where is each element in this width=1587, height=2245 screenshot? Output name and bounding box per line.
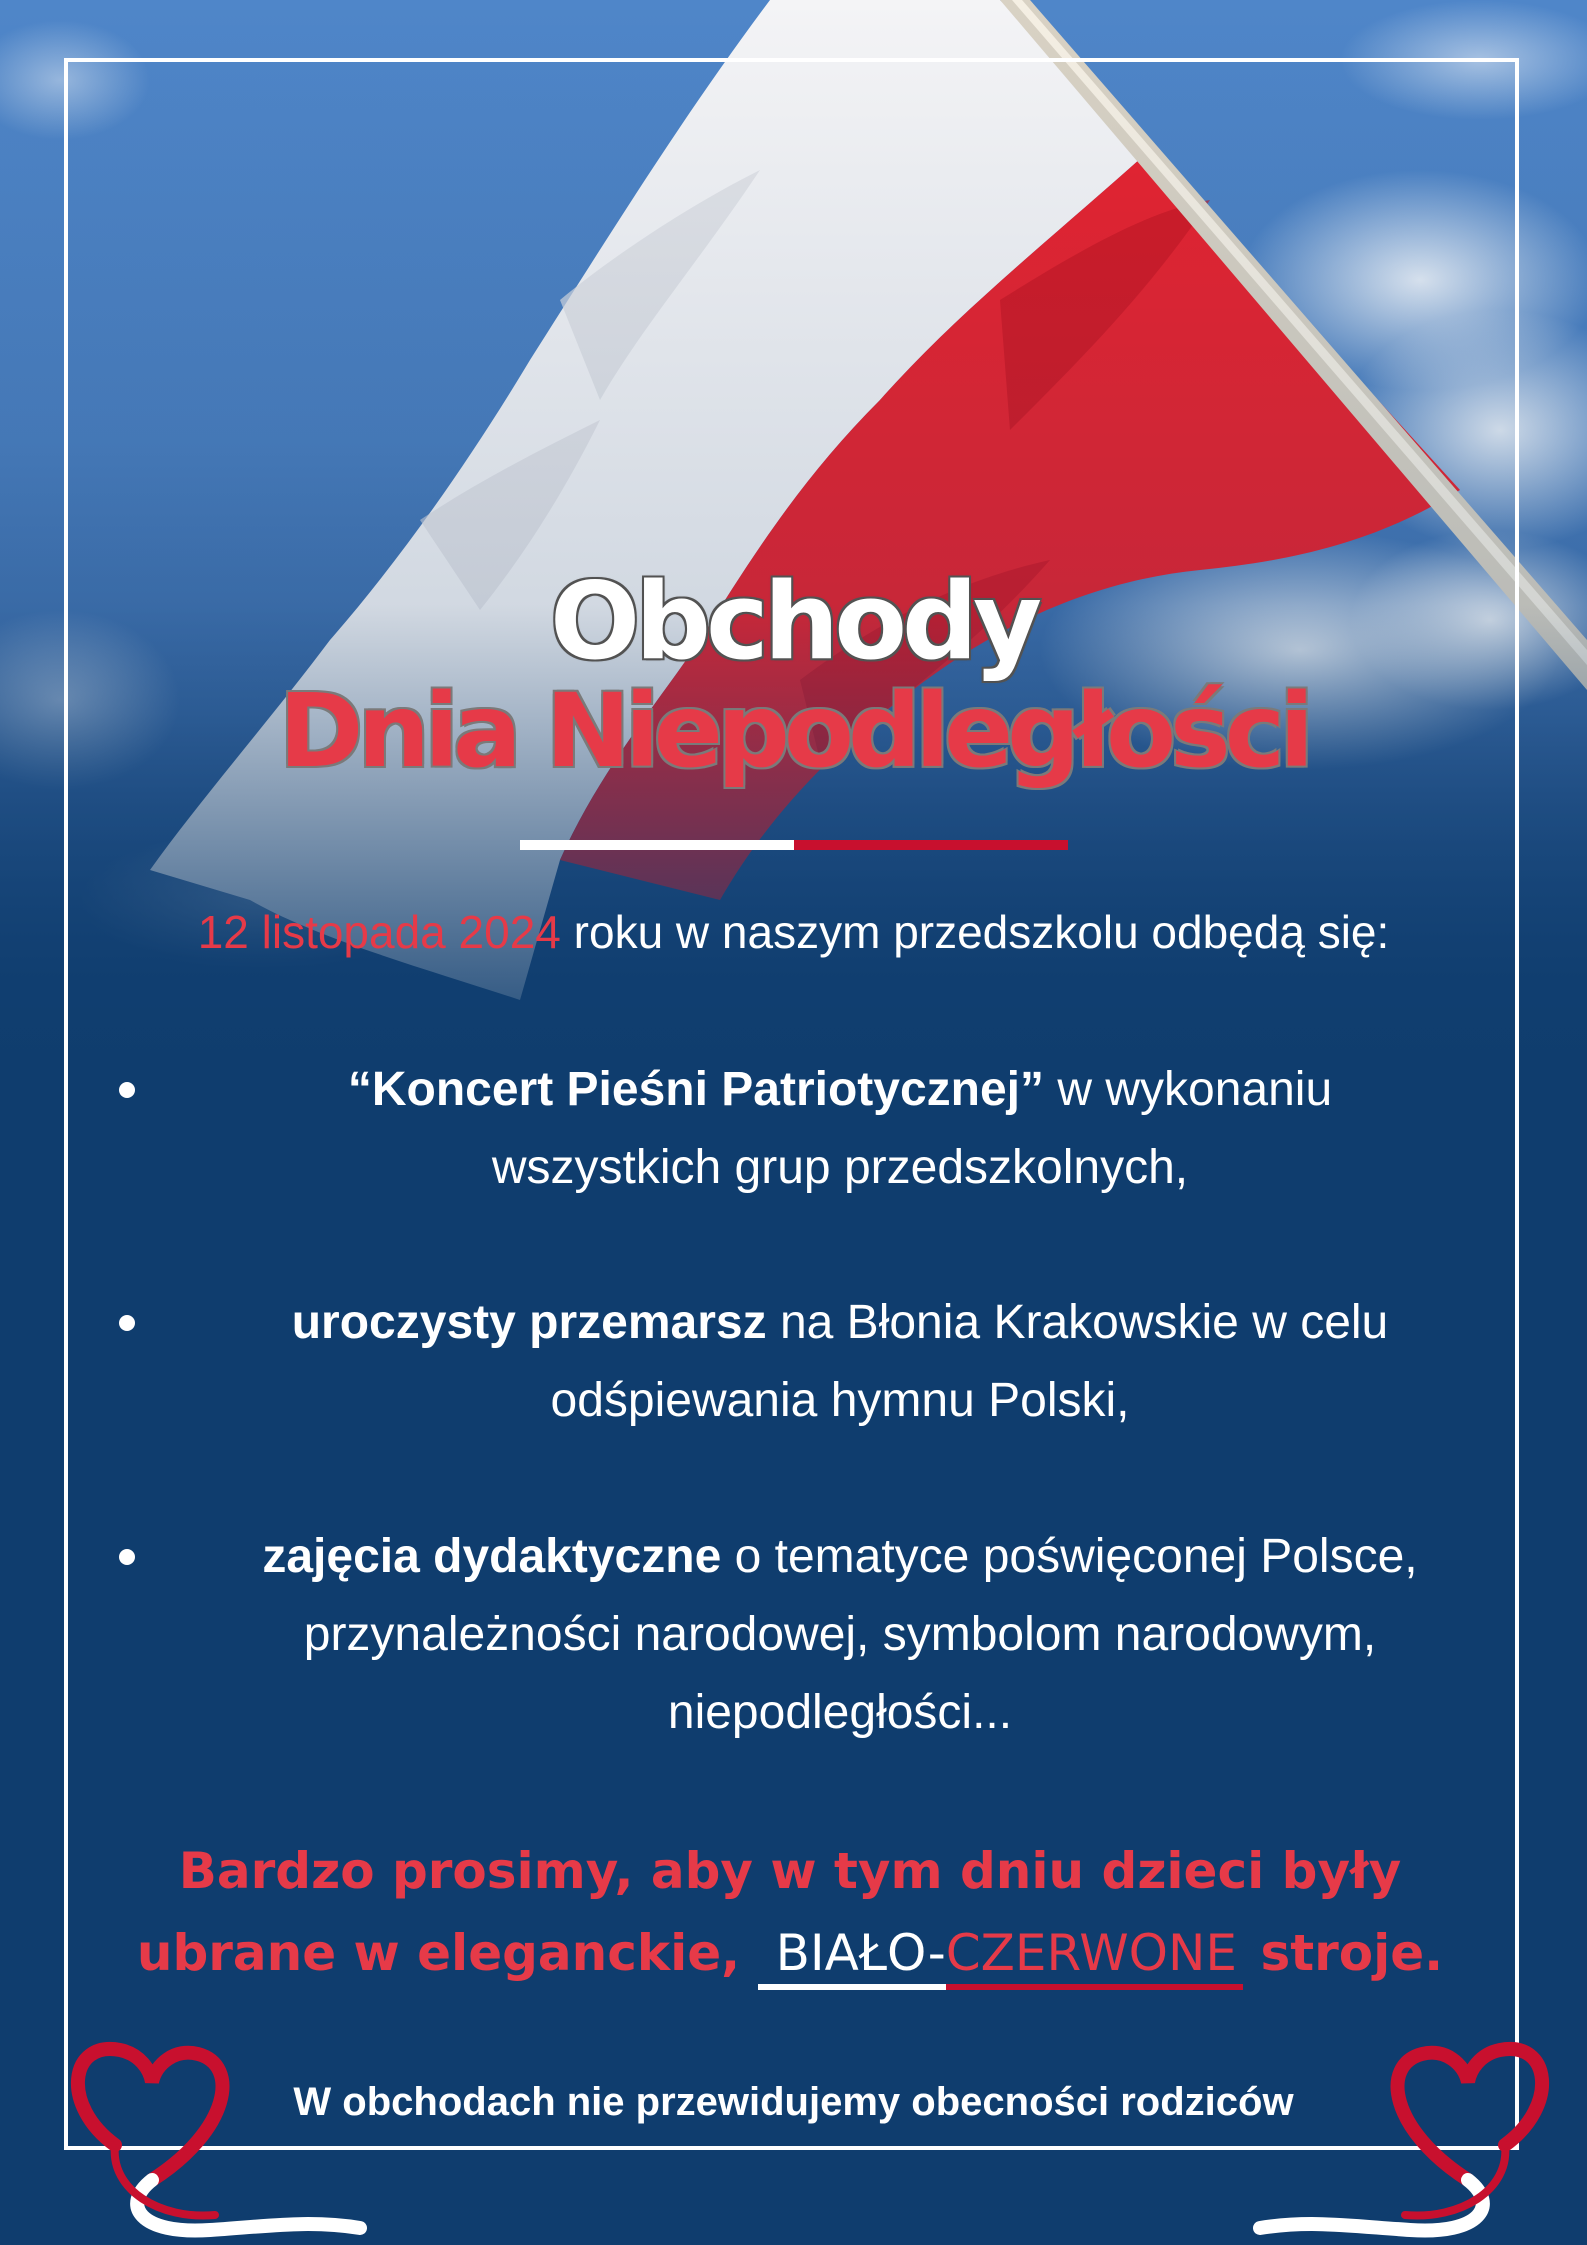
bullet-icon	[112, 1542, 142, 1572]
item-text: na Błonia Krakowskie w celu	[766, 1296, 1389, 1349]
item-text: w wykonaniu	[1044, 1063, 1333, 1116]
item-text-line2: wszystkich grup przedszkolnych,	[491, 1141, 1189, 1194]
item-bold: “Koncert Pieśni Patriotycznej”	[347, 1063, 1045, 1116]
intro-line	[0, 905, 1587, 959]
red-word: CZERWONE	[946, 1924, 1243, 1990]
request-line-1: Bardzo prosimy, aby w tym dniu dzieci były	[178, 1842, 1402, 1900]
item-bold: uroczysty przemarsz	[291, 1296, 767, 1349]
dress-code-request	[90, 1830, 1490, 1994]
bullet-icon	[112, 1075, 142, 1105]
bullet-icon	[112, 1308, 142, 1338]
divider-white	[520, 840, 794, 850]
request-text-end: stroje.	[1260, 1924, 1444, 1982]
item-text-line2: przynależności narodowej, symbolom narodowym,	[303, 1608, 1377, 1661]
event-date: 12 listopada 2024	[197, 906, 561, 958]
title-line-2: Dnia Niepodległości	[278, 672, 1309, 791]
heart-ribbon-left-icon	[40, 2020, 380, 2245]
parents-note: W obchodach nie przewidujemy obecności rodziców	[293, 2080, 1294, 2124]
request-text-start: ubrane w eleganckie,	[136, 1924, 741, 1982]
divider-red	[794, 840, 1068, 850]
item-bold: zajęcia dydaktyczne	[262, 1530, 722, 1583]
intro-text: roku w naszym przedszkolu odbędą się:	[560, 906, 1390, 958]
list-item-march	[180, 1284, 1500, 1440]
white-word: BIAŁO-	[758, 1924, 946, 1990]
item-text-line2: odśpiewania hymnu Polski,	[550, 1374, 1130, 1427]
item-text: o tematyce poświęconej Polsce,	[721, 1530, 1418, 1583]
request-line-2	[90, 1912, 1490, 1994]
list-item-classes	[170, 1518, 1510, 1752]
heart-ribbon-right-icon	[1230, 2020, 1587, 2245]
title-line-1: Obchody	[549, 560, 1038, 683]
list-item-concert	[180, 1051, 1500, 1207]
item-text-line3: niepodległości...	[667, 1686, 1013, 1739]
